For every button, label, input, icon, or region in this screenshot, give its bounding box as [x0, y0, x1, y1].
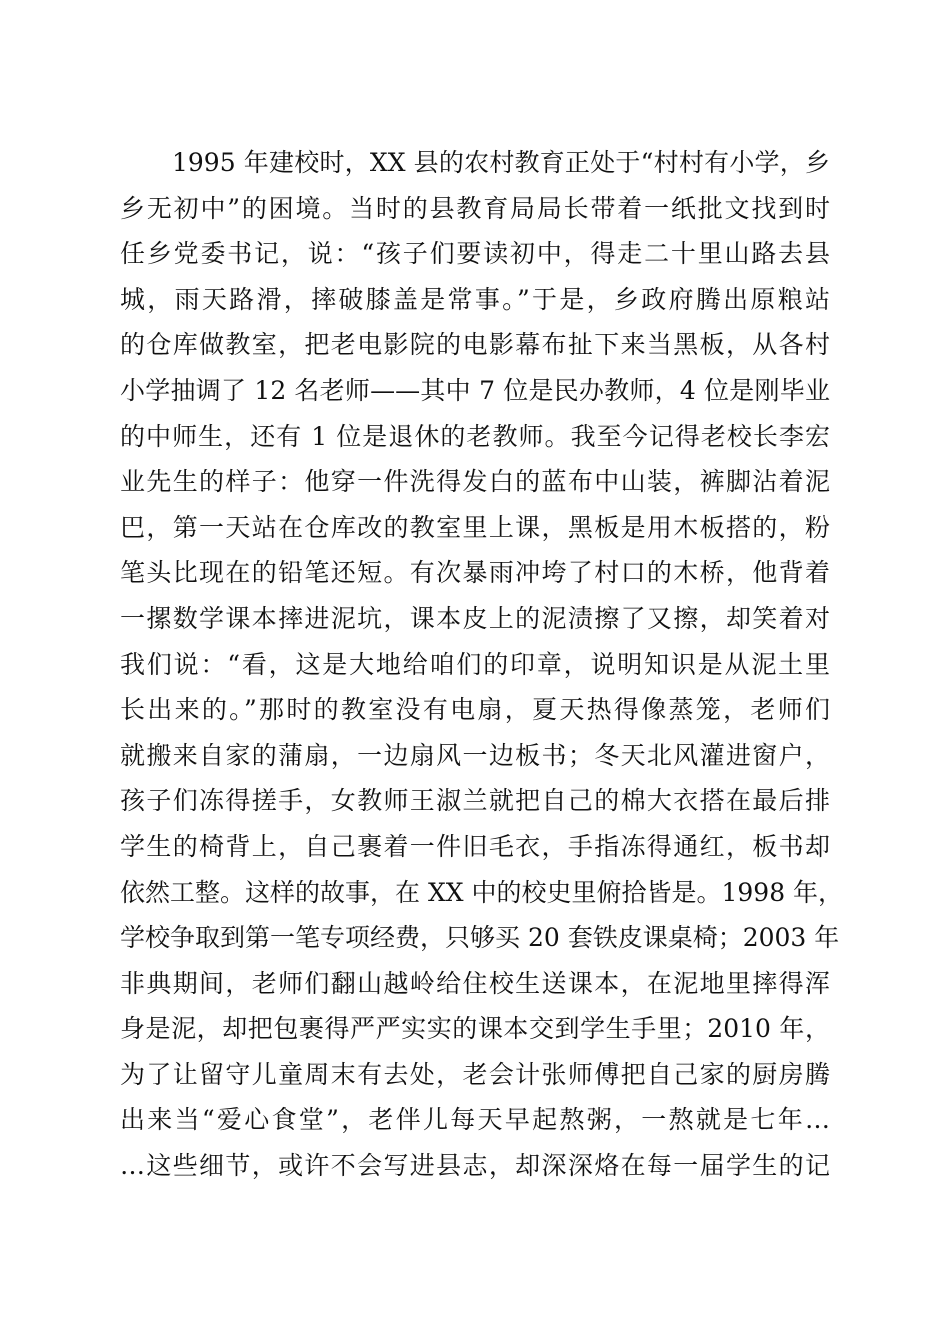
body-paragraph	[120, 140, 844, 1189]
paragraph-line: 非典期间，老师们翻山越岭给住校生送课本，在泥地里摔得浑	[120, 968, 830, 998]
paragraph-line: 的中师生，还有 1 位是退休的老教师。我至今记得老校长李宏	[120, 421, 830, 451]
paragraph-line: 依然工整。这样的故事，在 XX 中的校史里俯拾皆是。1998 年，	[120, 877, 844, 907]
paragraph-line: 任乡党委书记，说：“孩子们要读初中，得走二十里山路去县	[120, 239, 830, 269]
paragraph-line: 为了让留守儿童周末有去处，老会计张师傅把自己家的厨房腾	[120, 1059, 830, 1089]
paragraph-line: 孩子们冻得搓手，女教师王淑兰就把自己的棉大衣搭在最后排	[120, 786, 830, 816]
paragraph-line: 长出来的。”那时的教室没有电扇，夏天热得像蒸笼，老师们	[120, 695, 830, 725]
paragraph-line: 就搬来自家的蒲扇，一边扇风一边板书；冬天北风灌进窗户，	[120, 740, 830, 770]
paragraph-line: 小学抽调了 12 名老师——其中 7 位是民办教师，4 位是刚毕业	[120, 375, 830, 405]
paragraph-line: 身是泥，却把包裹得严严实实的课本交到学生手里；2010 年，	[120, 1014, 830, 1044]
paragraph-line: 学生的椅背上，自己裹着一件旧毛衣，手指冻得通红，板书却	[120, 831, 830, 861]
paragraph-line: 学校争取到第一笔专项经费，只够买 20 套铁皮课桌椅；2003 年	[120, 923, 840, 953]
paragraph-line: 我们说：“看，这是大地给咱们的印章，说明知识是从泥土里	[120, 649, 830, 679]
paragraph-line: 城，雨天路滑，摔破膝盖是常事。”于是，乡政府腾出原粮站	[120, 284, 830, 314]
paragraph-line: 业先生的样子：他穿一件洗得发白的蓝布中山装，裤脚沾着泥	[120, 467, 830, 497]
paragraph-line: 的仓库做教室，把老电影院的电影幕布扯下来当黑板，从各村	[120, 330, 830, 360]
paragraph-line: 一摞数学课本摔进泥坑，课本皮上的泥渍擦了又擦，却笑着对	[120, 603, 830, 633]
paragraph-line: 巴，第一天站在仓库改的教室里上课，黑板是用木板搭的，粉	[120, 512, 830, 542]
paragraph-line: 乡无初中”的困境。当时的县教育局局长带着一纸批文找到时	[120, 193, 830, 223]
paragraph-line: …这些细节，或许不会写进县志，却深深烙在每一届学生的记	[120, 1151, 830, 1181]
paragraph-line: 笔头比现在的铅笔还短。有次暴雨冲垮了村口的木桥，他背着	[120, 558, 830, 588]
paragraph-line: 出来当“爱心食堂”，老伴儿每天早起熬粥，一熬就是七年…	[120, 1105, 830, 1135]
paragraph-line: 1995 年建校时，XX 县的农村教育正处于“村村有小学，乡	[172, 148, 830, 177]
